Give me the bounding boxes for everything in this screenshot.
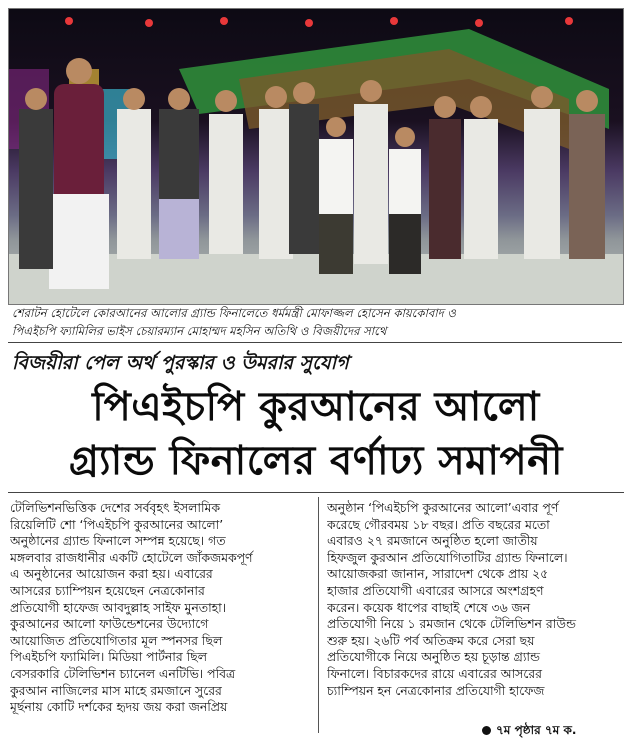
article-column-right xyxy=(327,500,622,699)
body-line: পিএইচপি ফ্যামিলি। মিডিয়া পার্টনার ছিল xyxy=(10,649,207,665)
article-column-left xyxy=(10,500,305,716)
body-line: অনুষ্ঠানের গ্র্যান্ড ফিনালে সম্পন্ন হয়েছে। গত xyxy=(10,533,226,549)
body-line: শুরু হয়। ২৬টি পর্ব অতিক্রম করে সেরা ছয় xyxy=(327,632,535,648)
stage-photo xyxy=(8,8,624,305)
column-divider xyxy=(318,497,319,733)
headline-divider xyxy=(8,492,624,493)
body-line: টেলিভিশনভিত্তিক দেশের সর্ববৃহৎ ইসলামিক xyxy=(10,500,221,515)
caption-line-2: পিএইচপি ফ্যামিলির ভাইস চেয়ারম্যান মোহাম্মদ মহসিন অতিথি ও বিজয়ীদের সাথে xyxy=(12,324,387,338)
body-line: ফিনালে। বিচারকদের রায়ে এবারের আসরের xyxy=(327,665,542,681)
headline-line-1: পিএইচপি কুরআনের আলো xyxy=(92,384,540,430)
body-line: আয়োজিত প্রতিযোগিতার মূল স্পনসর ছিল xyxy=(10,632,223,648)
body-line: কুরআন নাজিলের মাস মাহে রমজানে সুরের xyxy=(10,682,222,698)
stage-photo-illustration xyxy=(9,9,623,304)
bullet-icon xyxy=(482,726,491,735)
body-line: করেন। কয়েক ধাপের বাছাই শেষে ৩৬ জন xyxy=(327,599,531,615)
headline-line-2: গ্র্যান্ড ফিনালের বর্ণাঢ্য সমাপনী xyxy=(69,438,563,484)
body-line: হাজার প্রতিযোগী এবারের আসরে অংশগ্রহণ xyxy=(327,582,544,598)
article-headline xyxy=(8,380,624,488)
body-line: অনুষ্ঠান ‘পিএইচপি কুরআনের আলো’এবার পূর্ণ xyxy=(327,500,559,515)
photo-caption xyxy=(8,303,622,343)
body-line: করেছে গৌরবময় ১৮ বছর। প্রতি বছরের মতো xyxy=(327,516,550,532)
body-line: এবারও ২৭ রমজানে অনুষ্ঠিত হলো জাতীয় xyxy=(327,533,538,549)
body-line: চ্যাম্পিয়ন হন নেত্রকোনার প্রতিযোগী হাফেজ xyxy=(327,682,545,698)
body-line: প্রতিযোগী হাফেজ আবদুল্লাহ সাইফ মুনতাহা। xyxy=(10,599,227,615)
body-line: প্রতিযোগীকে নিয়ে অনুষ্ঠিত হয় চূড়ান্ত গ্র্যান্ড xyxy=(327,649,540,665)
continued-on-page xyxy=(482,722,576,742)
body-line: কুরআনের আলো ফাউন্ডেশনের উদ্যোগে xyxy=(10,616,209,632)
body-line: আয়োজকরা জানান, সারাদেশ থেকে প্রায় ২৫ xyxy=(327,566,549,582)
article-kicker: বিজয়ীরা পেল অর্থ পুরস্কার ও উমরার সুযোগ xyxy=(12,352,349,374)
body-line: প্রতিযোগী নিয়ে ১ রমজান থেকে টেলিভিশন রাউন্ড xyxy=(327,616,576,632)
body-line: এ অনুষ্ঠানের আয়োজন করা হয়। এবারের xyxy=(10,566,213,582)
body-line: হিফজুল কুরআন প্রতিযোগিতাটির গ্র্যান্ড ফিনালে। xyxy=(327,549,568,565)
caption-line-1: শেরাটন হোটেলে কোরআনের আলোর গ্র্যান্ড ফিনালেতে ধর্মমন্ত্রী মোফাজ্জল হোসেন কায়কোবাদ ও xyxy=(12,306,456,320)
body-line: রিয়েলিটি শো ‘পিএইচপি কুরআনের আলো’ xyxy=(10,516,224,532)
body-line: বেসরকারি টেলিভিশন চ্যানেল এনটিভি। পবিত্র xyxy=(10,665,236,681)
body-line: আসরের চ্যাম্পিয়ন হয়েছেন নেত্রকোনার xyxy=(10,582,205,598)
body-line: মঙ্গলবার রাজধানীর একটি হোটেলে জাঁকজমকপূর্ণ xyxy=(10,549,253,565)
continued-label: ৭ম পৃষ্ঠার ৭ম ক. xyxy=(496,723,577,737)
body-line: মূর্ছনায় কোটি দর্শকের হৃদয় জয় করা জনপ্রিয় xyxy=(10,699,228,715)
